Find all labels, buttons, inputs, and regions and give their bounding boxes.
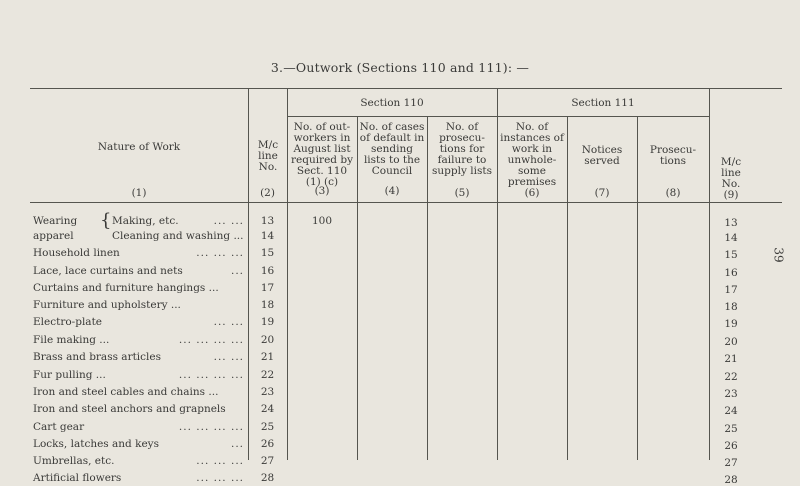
wearing-apparel-label: Wearing	[33, 215, 78, 227]
leader-dots: ... ... ... ...	[178, 369, 244, 381]
outworkers-header: No. of out-workers in August list required by Sect. 110 (1) (c)	[290, 121, 354, 188]
leader-dots: ... ... ...	[196, 472, 244, 484]
unwholesome-premises-header: No. of instances of work in unwhole- some premises	[500, 121, 564, 188]
leader-dots: ... ... ...	[196, 247, 244, 259]
section-111-header: Section 111	[571, 97, 635, 109]
leader-dots: ... ...	[213, 215, 244, 227]
nature-of-work-header: Nature of Work	[97, 141, 181, 153]
nature-of-work-cell: Iron and steel anchors and grapnels	[33, 403, 226, 415]
line-number-cell: 21	[260, 351, 275, 363]
table-title: 3.—Outwork (Sections 110 and 111): —	[270, 60, 530, 75]
line-number-cell: 20	[260, 334, 275, 346]
line-number-cell-right: 26	[724, 440, 738, 452]
col-number: (1)	[131, 187, 147, 199]
nature-of-work-cell: Making, etc.	[112, 215, 179, 227]
line-number-cell: 23	[260, 386, 275, 398]
line-number-cell: 27	[260, 455, 275, 467]
col-number: (6)	[524, 187, 540, 199]
line-number-cell: 17	[260, 282, 275, 294]
col-divider	[427, 116, 428, 460]
section-110-header: Section 110	[360, 97, 424, 109]
data-cell: 100	[311, 215, 333, 227]
nature-of-work-cell: Lace, lace curtains and nets	[33, 265, 183, 277]
mc-line-header-left: M/c line No.	[257, 139, 279, 173]
nature-of-work-cell: Fur pulling ...	[33, 369, 106, 381]
line-number-cell-right: 28	[724, 474, 738, 486]
line-number-cell-right: 17	[724, 284, 738, 296]
line-number-cell-right: 18	[724, 301, 738, 313]
line-number-cell-right: 27	[724, 457, 738, 469]
line-number-cell-right: 21	[724, 353, 738, 365]
line-number-cell: 25	[260, 421, 275, 433]
col-divider	[709, 88, 710, 460]
line-number-cell: 28	[260, 472, 275, 484]
top-rule	[30, 88, 782, 89]
leader-dots: ... ...	[213, 351, 244, 363]
nature-of-work-cell: Locks, latches and keys	[33, 438, 159, 450]
leader-dots: ... ... ... ...	[178, 334, 244, 346]
prosecutions-header: Prosecu- tions	[649, 144, 697, 167]
col-divider	[497, 88, 498, 460]
col-number: (5)	[454, 187, 470, 199]
col-number: (8)	[665, 187, 681, 199]
line-number-cell: 18	[260, 299, 275, 311]
nature-of-work-cell: File making ...	[33, 334, 110, 346]
line-number-cell-right: 15	[724, 249, 738, 261]
line-number-cell: 19	[260, 316, 275, 328]
header-bottom-rule	[30, 202, 782, 203]
col-number: (2)	[260, 187, 275, 199]
nature-of-work-cell: Electro-plate	[33, 316, 102, 328]
line-number-cell-right: 14	[724, 232, 738, 244]
prosecutions-lists-header: No. of prosecu- tions for failure to supply lists	[432, 121, 492, 177]
line-number-cell: 16	[260, 265, 275, 277]
default-cases-header: No. of cases of default in sending lists to the Council	[359, 121, 425, 177]
nature-of-work-cell: Furniture and upholstery ...	[33, 299, 181, 311]
mc-line-header-right: M/c line No.	[720, 156, 742, 190]
line-number-cell-right: 24	[724, 405, 738, 417]
col-divider	[287, 88, 288, 460]
wearing-apparel-label: apparel	[33, 230, 74, 242]
col-number: (9)	[723, 189, 739, 201]
line-number-cell: 13	[260, 215, 275, 227]
nature-of-work-cell: Cleaning and washing ...	[112, 230, 244, 242]
line-number-cell: 26	[260, 438, 275, 450]
col-divider	[357, 116, 358, 460]
line-number-cell: 14	[260, 230, 275, 242]
col-number: (4)	[384, 185, 400, 197]
line-number-cell: 24	[260, 403, 275, 415]
line-number-cell-right: 19	[724, 318, 738, 330]
nature-of-work-cell: Brass and brass articles	[33, 351, 162, 363]
leader-dots: ...	[230, 265, 244, 277]
col-number: (3)	[314, 185, 330, 197]
line-number-cell-right: 20	[724, 336, 738, 348]
line-number-cell-right: 16	[724, 267, 738, 279]
nature-of-work-cell: Artificial flowers	[33, 472, 122, 484]
section-rule	[287, 116, 709, 117]
line-number-cell-right: 13	[724, 217, 738, 229]
line-number-cell-right: 22	[724, 371, 738, 383]
line-number-cell-right: 25	[724, 423, 738, 435]
notices-served-header: Notices served	[581, 144, 623, 167]
leader-dots: ...	[230, 438, 244, 450]
line-number-cell-right: 23	[724, 388, 738, 400]
col-number: (7)	[594, 187, 610, 199]
nature-of-work-cell: Curtains and furniture hangings ...	[33, 282, 219, 294]
col-divider	[637, 116, 638, 460]
page-number: 39	[771, 247, 786, 263]
col-divider	[567, 116, 568, 460]
brace-icon: {	[100, 210, 112, 231]
nature-of-work-cell: Umbrellas, etc.	[33, 455, 115, 467]
leader-dots: ... ...	[213, 316, 244, 328]
nature-of-work-cell: Household linen	[33, 247, 120, 259]
line-number-cell: 15	[260, 247, 275, 259]
nature-of-work-cell: Cart gear	[33, 421, 85, 433]
leader-dots: ... ... ... ...	[178, 421, 244, 433]
line-number-cell: 22	[260, 369, 275, 381]
leader-dots: ... ... ...	[196, 455, 244, 467]
nature-of-work-cell: Iron and steel cables and chains ...	[33, 386, 219, 398]
